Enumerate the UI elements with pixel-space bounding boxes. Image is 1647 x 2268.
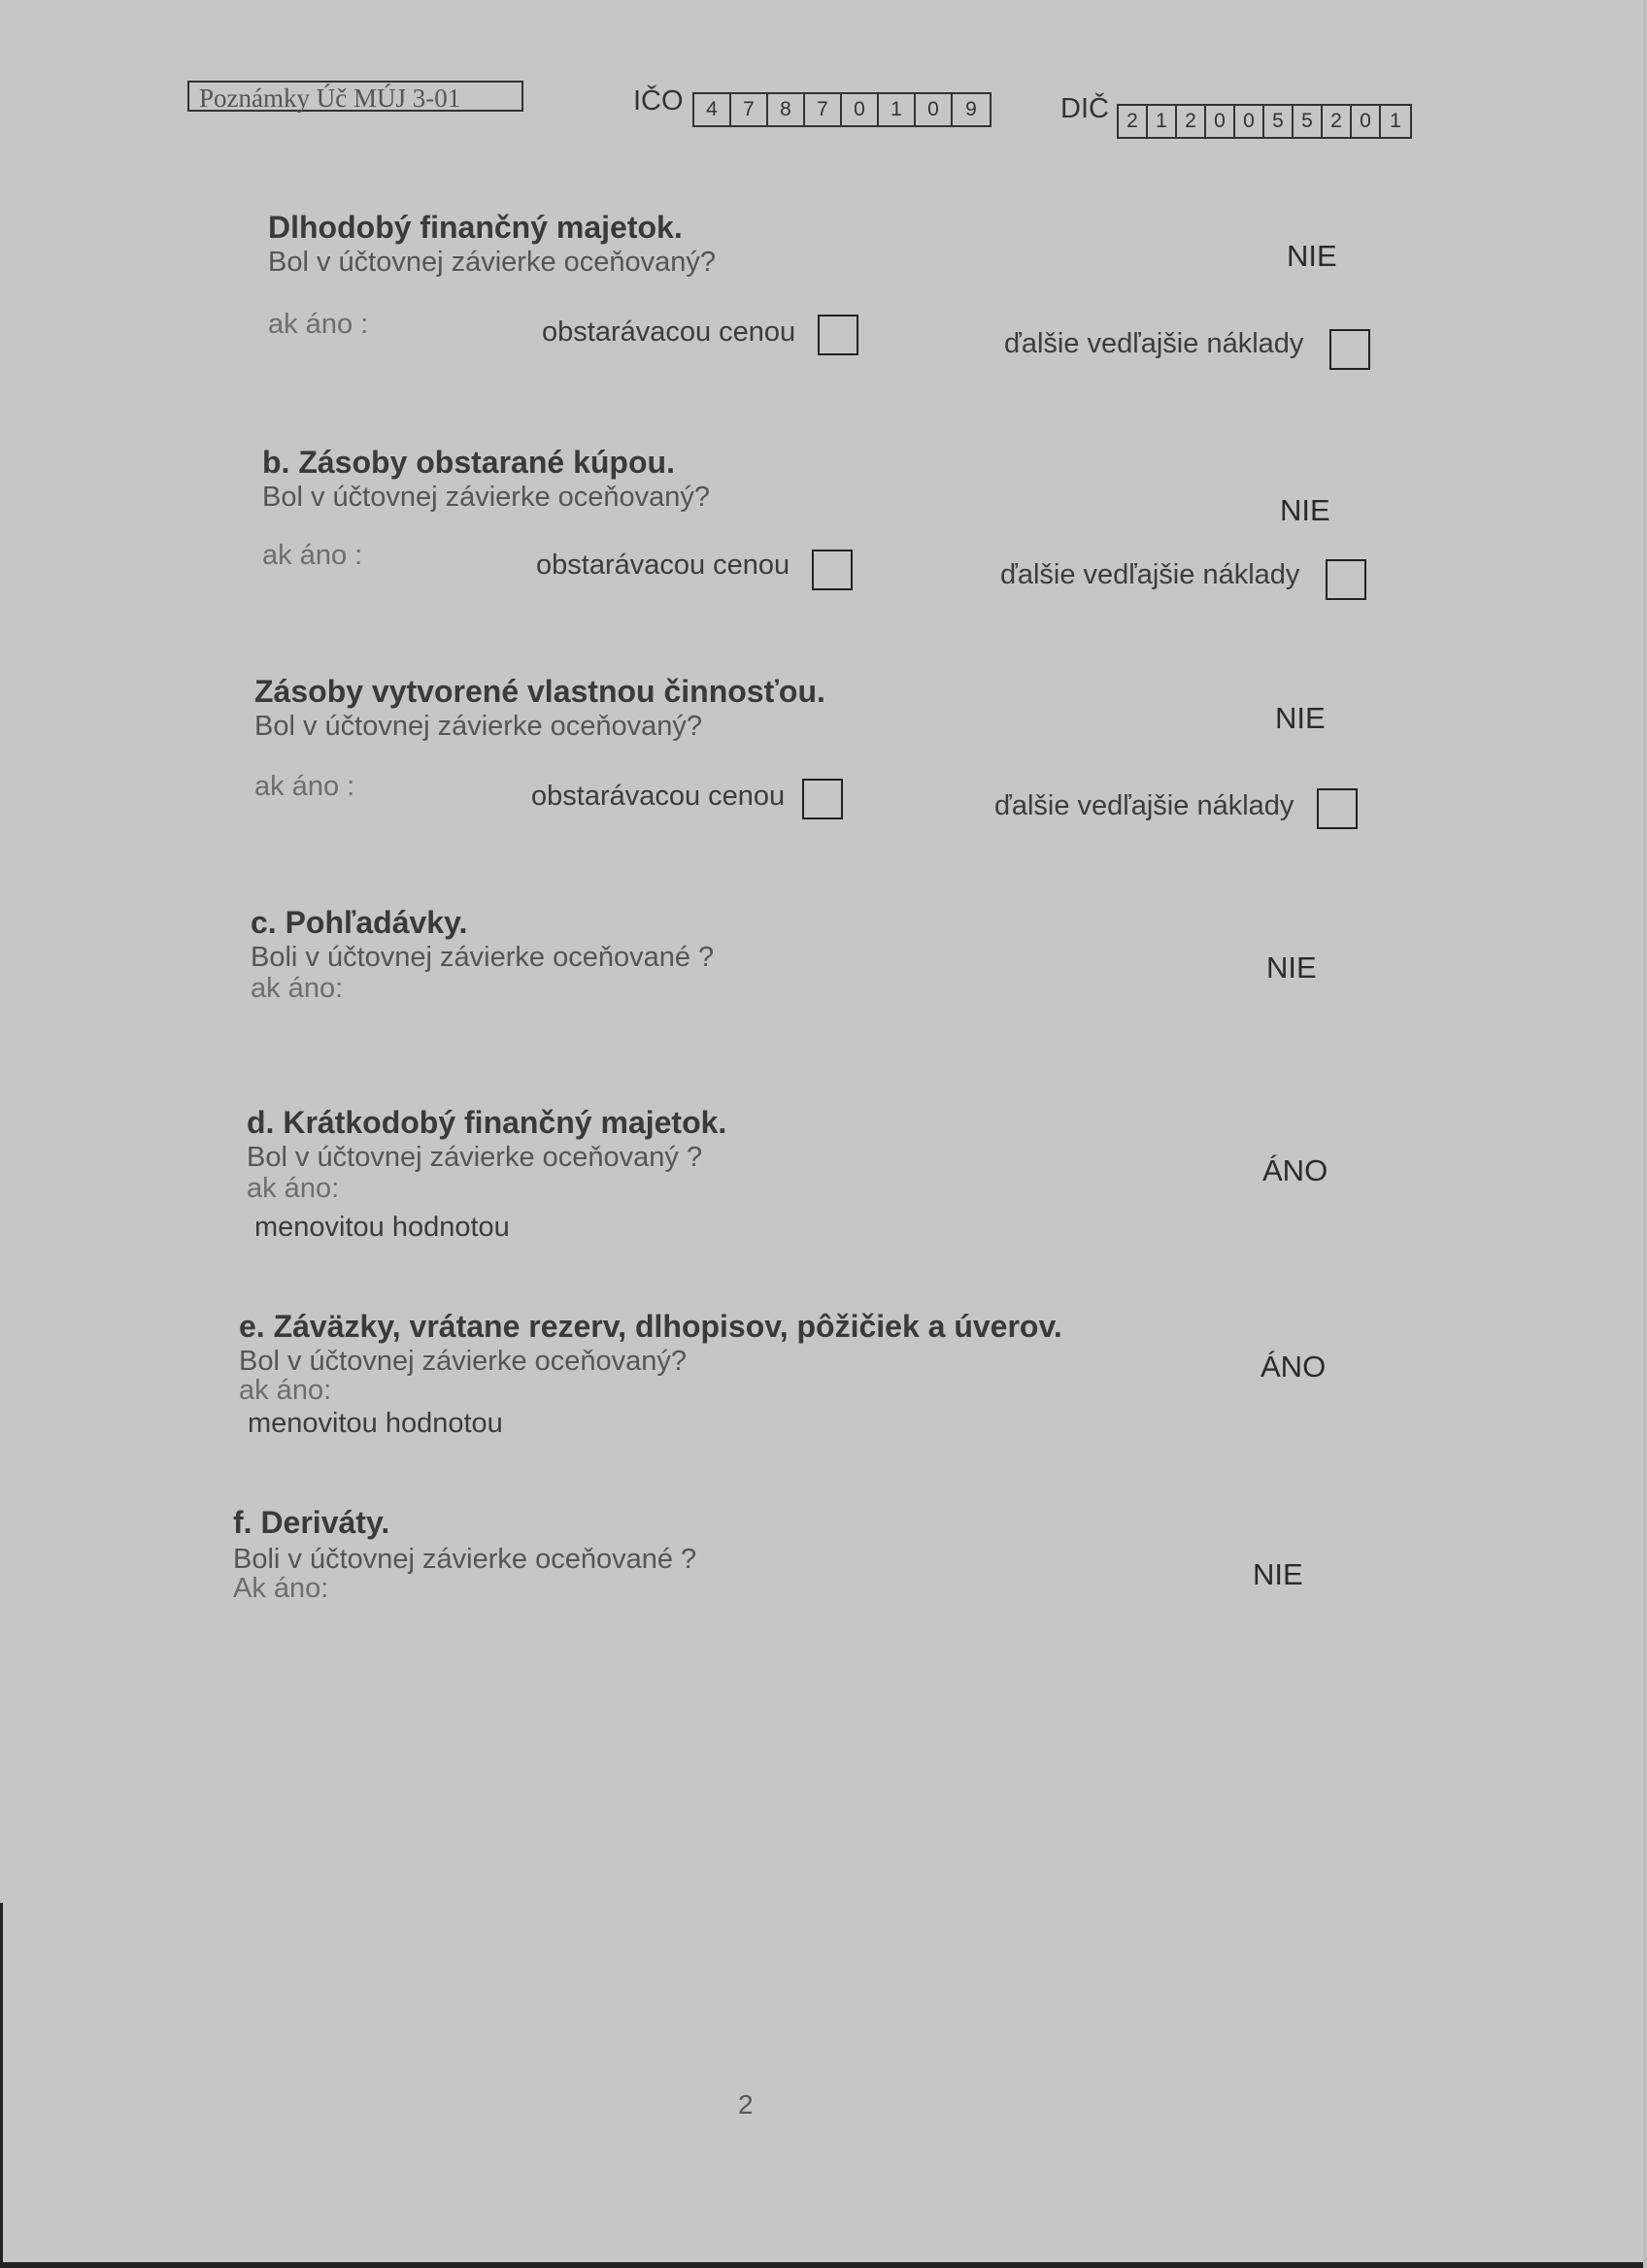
section-b-question: Bol v účtovnej závierke oceňovaný?: [262, 482, 711, 513]
section-a-question: Bol v účtovnej závierke oceňovaný?: [268, 247, 717, 278]
section-a-acquisition-cost-checkbox[interactable]: [818, 315, 858, 355]
section-d-heading: d. Krátkodobý finančný majetok.: [247, 1105, 727, 1140]
section-c-answer: NIE: [1266, 951, 1317, 984]
section-c-question: Boli v účtovnej závierke oceňované ?: [251, 942, 715, 973]
section-b-if-yes: ak áno :: [262, 540, 363, 571]
section-a-option-additional-costs: ďalšie vedľajšie náklady: [1004, 328, 1304, 359]
ico-digit-5: 1: [879, 94, 916, 125]
section-f-heading: f. Deriváty.: [233, 1505, 390, 1540]
dic-digit-4: 0: [1235, 106, 1264, 137]
ico-digit-0: 4: [694, 94, 731, 125]
section-b2-option-acquisition-cost: obstarávacou cenou: [531, 781, 786, 812]
scan-edge-right: [1643, 0, 1647, 2268]
page-number: 2: [738, 2089, 754, 2119]
section-a-if-yes: ak áno :: [268, 309, 369, 340]
form-code-label: Poznámky Úč MÚJ 3-01: [199, 83, 461, 113]
section-e-if-yes: ak áno:: [239, 1375, 332, 1406]
section-a-option-acquisition-cost: obstarávacou cenou: [542, 317, 796, 348]
section-f-question: Boli v účtovnej závierke oceňované ?: [233, 1544, 697, 1575]
dic-digit-1: 1: [1148, 106, 1177, 137]
section-c-if-yes: ak áno:: [251, 973, 344, 1004]
section-f-if-yes: Ak áno:: [233, 1573, 329, 1604]
section-e-answer: ÁNO: [1260, 1350, 1327, 1384]
dic-digit-5: 5: [1264, 106, 1294, 137]
ico-digit-1: 7: [731, 94, 768, 125]
ico-digit-3: 7: [805, 94, 842, 125]
section-b-answer: NIE: [1280, 493, 1330, 527]
scan-edge-bottom: [0, 2262, 1647, 2268]
section-b2-answer: NIE: [1275, 701, 1326, 735]
section-e-heading: e. Záväzky, vrátane rezerv, dlhopisov, pôžičiek a úverov.: [239, 1309, 1062, 1344]
section-f-answer: NIE: [1253, 1557, 1303, 1591]
scan-edge-left: [0, 1903, 3, 2268]
ico-digit-4: 0: [842, 94, 879, 125]
section-b-option-additional-costs: ďalšie vedľajšie náklady: [1000, 559, 1300, 590]
section-b2-if-yes: ak áno :: [254, 771, 355, 802]
ico-label: IČO: [633, 85, 684, 117]
dic-digit-boxes: [1117, 104, 1412, 139]
dic-digit-7: 2: [1323, 106, 1352, 137]
section-b2-option-additional-costs: ďalšie vedľajšie náklady: [994, 790, 1294, 821]
dic-label: DIČ: [1060, 93, 1109, 124]
ico-digit-7: 9: [965, 98, 977, 120]
section-b-acquisition-cost-checkbox[interactable]: [812, 550, 853, 590]
section-d-question: Bol v účtovnej závierke oceňovaný ?: [247, 1142, 703, 1173]
section-b-additional-costs-checkbox[interactable]: [1326, 559, 1366, 600]
section-e-valuation-method: menovitou hodnotou: [248, 1408, 503, 1439]
section-e-question: Bol v účtovnej závierke oceňovaný?: [239, 1346, 688, 1377]
section-d-answer: ÁNO: [1262, 1153, 1328, 1187]
section-a-answer: NIE: [1287, 239, 1337, 273]
dic-digit-0: 2: [1119, 106, 1148, 137]
section-d-if-yes: ak áno:: [247, 1173, 340, 1204]
form-code-box: [187, 81, 523, 112]
dic-digit-6: 5: [1294, 106, 1323, 137]
section-a-heading: Dlhodobý finančný majetok.: [268, 210, 683, 245]
ico-digit-boxes: [692, 92, 992, 127]
dic-digit-8: 0: [1352, 106, 1381, 137]
ico-digit-2: 8: [768, 94, 805, 125]
ico-digit-6: 0: [916, 94, 953, 125]
section-c-heading: c. Pohľadávky.: [251, 905, 468, 940]
dic-digit-2: 2: [1177, 106, 1206, 137]
section-b-heading: b. Zásoby obstarané kúpou.: [262, 445, 675, 480]
section-b2-heading: Zásoby vytvorené vlastnou činnosťou.: [254, 674, 825, 709]
dic-digit-3: 0: [1206, 106, 1235, 137]
dic-digit-9: 1: [1390, 110, 1401, 132]
section-a-additional-costs-checkbox[interactable]: [1329, 329, 1370, 370]
section-d-valuation-method: menovitou hodnotou: [254, 1212, 510, 1243]
section-b2-additional-costs-checkbox[interactable]: [1317, 788, 1358, 829]
section-b2-question: Bol v účtovnej závierke oceňovaný?: [254, 711, 703, 742]
section-b-option-acquisition-cost: obstarávacou cenou: [536, 550, 790, 581]
section-b2-acquisition-cost-checkbox[interactable]: [802, 779, 843, 819]
